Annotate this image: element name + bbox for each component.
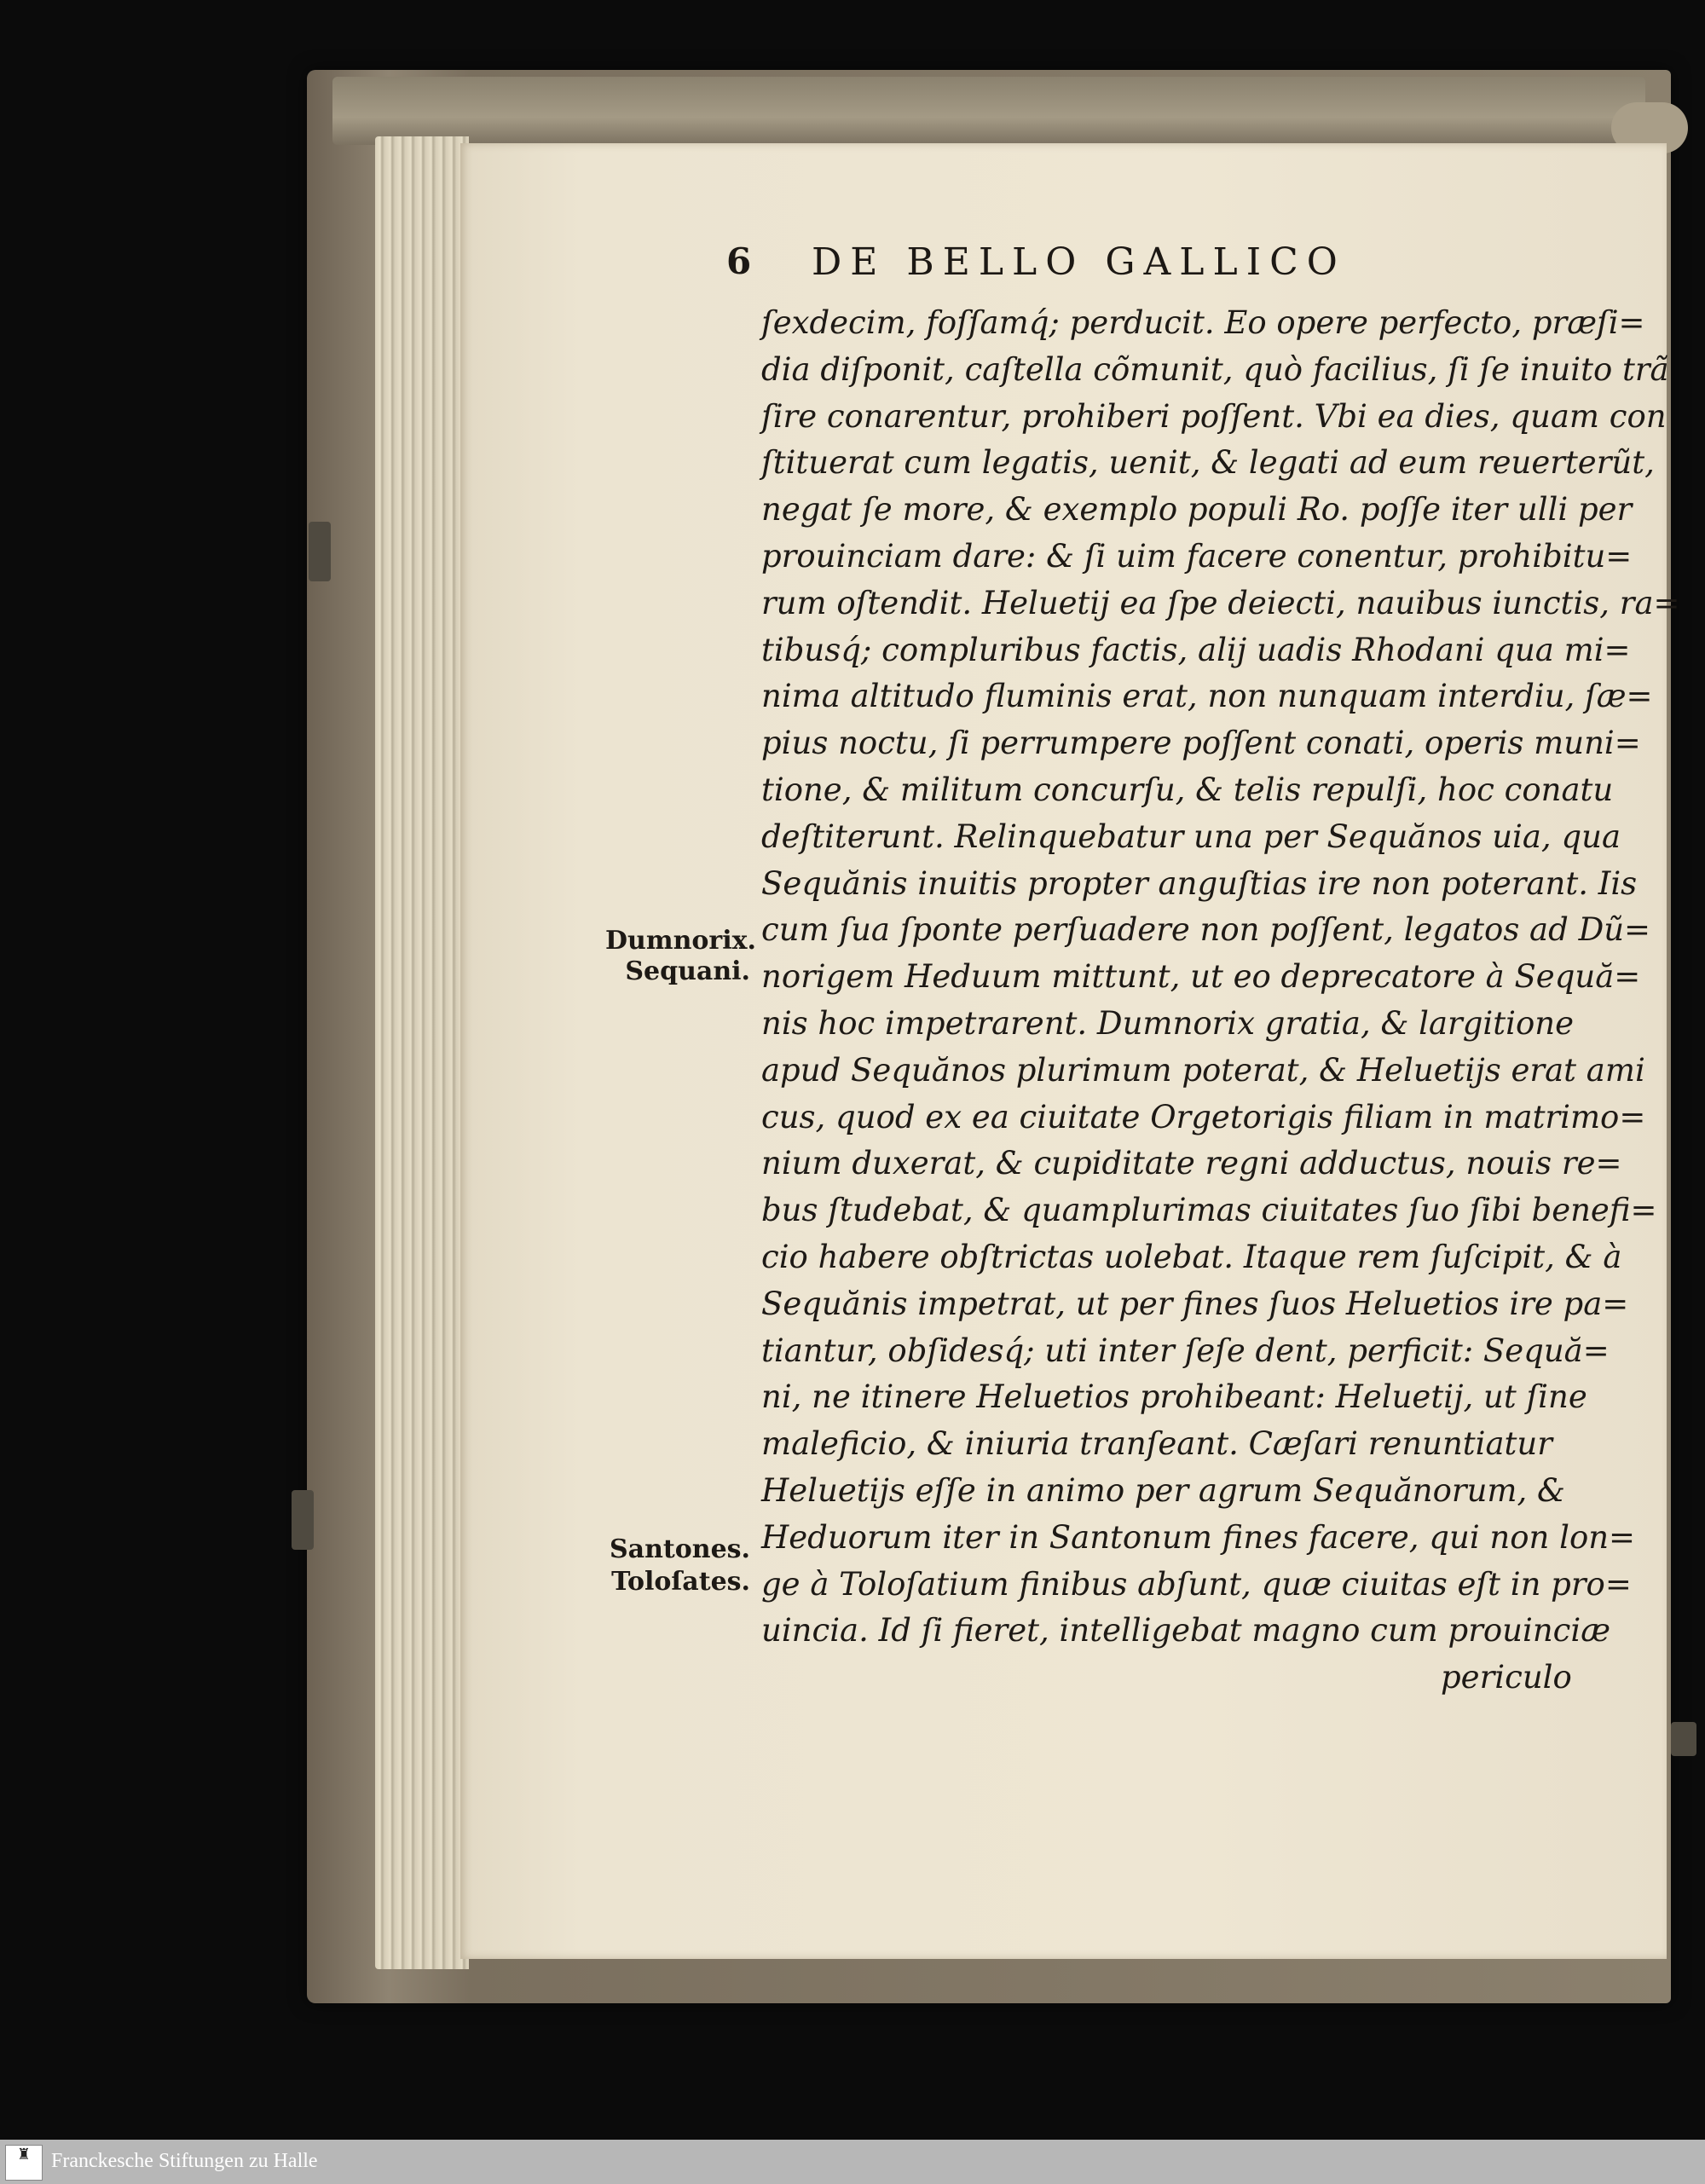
text-line: cum ſua ſponte perſuadere non poſſent, legatos ad Dũ=	[761, 911, 1651, 949]
text-line: ge à Toloſatium finibus abſunt, quæ ciuitas eſt in pro=	[761, 1565, 1632, 1603]
text-line: deſtiterunt. Relinquebatur una per Sequănos uia, qua	[761, 818, 1621, 855]
text-line: Heduorum iter in Santonum fines facere, qui non lon=	[761, 1518, 1636, 1556]
text-line: uincia. Id ſi fieret, intelligebat magno cum prouinciæ	[761, 1612, 1610, 1650]
text-line: tione, & militum concurſu, & telis repulſi, hoc conatu	[761, 771, 1614, 808]
side-note-dumnorix: Dumnorix.	[605, 926, 756, 956]
text-line: ſire conarentur, prohiberi poſſent. Vbi ea dies, quam con	[761, 397, 1667, 435]
text-line: ſtituerat cum legatis, uenit, & legati ad eum reuerterũt,	[761, 444, 1655, 482]
text-line: Heluetijs eſſe in animo per agrum Sequănorum, &	[761, 1471, 1565, 1509]
clasp	[1671, 1722, 1696, 1756]
text-line: nium duxerat, & cupiditate regni adductus, nouis re=	[761, 1145, 1622, 1182]
text-line: bus ſtudebat, & quamplurimas ciuitates ſuo ſibi benefi=	[761, 1192, 1657, 1229]
text-line: rum oſtendit. Heluetij ea ſpe deiecti, nauibus iunctis, ra=	[761, 584, 1680, 621]
clasp	[292, 1490, 314, 1550]
catchword: periculo	[1441, 1659, 1572, 1696]
page-number: 6	[726, 240, 752, 282]
institution-logo	[5, 2145, 43, 2181]
text-line: nima altitudo fluminis erat, non nunquam interdiu, ſæ=	[761, 678, 1653, 715]
side-note-sequani: Sequani.	[625, 956, 750, 986]
text-line: nis hoc impetrarent. Dumnorix gratia, & largitione	[761, 1004, 1574, 1042]
text-line: cus, quod ex ea ciuitate Orgetorigis filiam in matrimo=	[761, 1098, 1646, 1135]
text-line: ſexdecim, foſſamq́; perducit. Eo opere perfecto, præſi=	[761, 304, 1645, 341]
page-edges	[375, 136, 469, 1969]
institution-name: Franckesche Stiftungen zu Halle	[51, 2150, 318, 2172]
text-line: maleficio, & iniuria tranſeant. Cæſari renuntiatur	[761, 1425, 1552, 1463]
main-text	[761, 300, 1680, 1655]
text-line: apud Sequănos plurimum poterat, & Heluetijs erat ami	[761, 1051, 1645, 1089]
text-line: dia diſponit, caſtella cõmunit, quò facilius, ſi ſe inuito trã	[761, 350, 1669, 388]
text-line: Sequănis impetrat, ut per fines ſuos Heluetios ire pa=	[761, 1285, 1629, 1322]
logo-mark-icon: ♜	[16, 2146, 32, 2164]
side-note-santones: Santones.	[609, 1534, 750, 1564]
running-head	[726, 240, 1451, 292]
text-line: tibusq́; compluribus factis, alij uadis Rhodani qua mi=	[761, 631, 1631, 668]
side-note-tolosates: Toloſates.	[611, 1567, 750, 1597]
text-line: norigem Heduum mittunt, ut eo deprecatore à Sequă=	[761, 958, 1641, 996]
running-title: DE BELLO GALLICO	[812, 240, 1346, 284]
text-line: Sequănis inuitis propter anguſtias ire non poterant. Iis	[761, 864, 1638, 902]
book-top-board	[332, 77, 1645, 145]
clasp	[309, 522, 331, 581]
text-line: cio habere obſtrictas uolebat. Itaque rem ſuſcipit, & à	[761, 1238, 1622, 1275]
text-line: ni, ne itinere Heluetios prohibeant: Heluetij, ut ſine	[761, 1378, 1587, 1416]
text-line: negat ſe more, & exemplo populi Ro. poſſe iter ulli per	[761, 491, 1633, 529]
footer-bar	[0, 2140, 1705, 2184]
text-line: pius noctu, ſi perrumpere poſſent conati, operis muni=	[761, 725, 1641, 762]
text-line: tiantur, obſidesq́; uti inter ſeſe dent, perficit: Sequă=	[761, 1332, 1610, 1369]
text-line: prouinciam dare: & ſi uim facere conentur, prohibitu=	[761, 537, 1633, 575]
